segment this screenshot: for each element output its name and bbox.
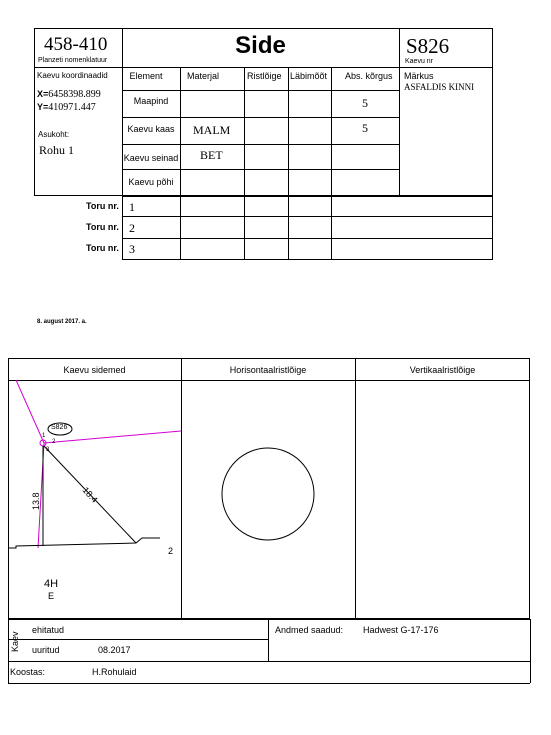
sketch-distance-diagonal: 18.4 bbox=[80, 485, 100, 505]
footer-andmed-label: Andmed saadud: bbox=[275, 625, 344, 635]
pipe-num-2: 2 bbox=[129, 221, 135, 235]
sketch-building-label: 4H bbox=[44, 578, 59, 590]
location-value: Rohu 1 bbox=[39, 143, 75, 157]
footer-koostas-label: Koostas: bbox=[10, 667, 46, 677]
coords-label: Kaevu koordinaadid bbox=[37, 71, 108, 80]
pipe-label-1: Toru nr. bbox=[86, 201, 119, 211]
col-header-cross-section: Ristlõige bbox=[247, 71, 282, 81]
row-abs-cover: 5 bbox=[362, 121, 368, 135]
footer-uuritud-label: uuritud bbox=[32, 645, 60, 655]
planzet-label: Planzeti nomenklatuur bbox=[38, 57, 108, 64]
sketch-node-2: 2 bbox=[52, 439, 56, 445]
divider bbox=[268, 619, 269, 661]
footer-kaev-label: Kaev bbox=[10, 631, 20, 652]
panel-title-vertical: Vertikaalristlõige bbox=[409, 365, 476, 375]
divider bbox=[530, 619, 531, 683]
sketch-building-sub: E bbox=[48, 591, 55, 601]
sketch-node-right: 2 bbox=[168, 546, 174, 556]
planzet-number: 458-410 bbox=[44, 34, 108, 55]
divider bbox=[8, 683, 530, 684]
panel-title-connections: Kaevu sidemed bbox=[63, 365, 126, 375]
page-title: Side bbox=[235, 32, 286, 59]
footer-ehitatud-label: ehitatud bbox=[32, 625, 65, 635]
document-date: 8. august 2017. a. bbox=[37, 319, 87, 325]
row-material-walls: BET bbox=[200, 148, 223, 162]
row-abs-ground: 5 bbox=[362, 96, 368, 110]
sketch-node-1: 1 bbox=[42, 433, 46, 439]
pipe-label-2: Toru nr. bbox=[86, 222, 119, 232]
col-header-element: Element bbox=[129, 71, 163, 81]
pipe-num-1: 1 bbox=[129, 200, 135, 214]
sketch-well-label: S826 bbox=[51, 424, 68, 431]
divider bbox=[8, 661, 530, 662]
footer-koostas-value: H.Rohulaid bbox=[92, 667, 137, 677]
coord-y-value: 410971.447 bbox=[48, 102, 96, 113]
col-header-diameter: Läbimõõt bbox=[290, 71, 328, 81]
footer-uuritud-value: 08.2017 bbox=[98, 645, 131, 655]
panel-title-horizontal: Horisontaalristlõige bbox=[229, 365, 307, 375]
pipe-line-magenta-up bbox=[16, 380, 44, 443]
coord-x-label: X= bbox=[37, 89, 49, 99]
divider bbox=[8, 619, 530, 620]
col-header-material: Materjal bbox=[187, 71, 220, 81]
building-outline bbox=[8, 538, 160, 548]
row-label-cover: Kaevu kaas bbox=[127, 124, 175, 134]
coord-x-value: 6458398.899 bbox=[48, 89, 101, 100]
location-label: Asukoht: bbox=[38, 130, 70, 139]
row-label-walls: Kaevu seinad bbox=[123, 153, 179, 163]
well-number: S826 bbox=[406, 34, 450, 58]
pipe-label-3: Toru nr. bbox=[86, 243, 119, 253]
well-label: Kaevu nr bbox=[405, 58, 434, 65]
pipe-num-3: 3 bbox=[129, 242, 135, 256]
col-header-abs-height: Abs. kõrgus bbox=[345, 71, 393, 81]
footer-andmed-value: Hadwest G-17-176 bbox=[363, 625, 439, 635]
row-label-ground: Maapind bbox=[133, 96, 169, 106]
coord-y-label: Y= bbox=[37, 102, 49, 112]
divider bbox=[8, 639, 268, 640]
divider bbox=[8, 619, 9, 683]
row-material-cover: MALM bbox=[193, 123, 231, 137]
notes-value: ASFALDIS KINNI bbox=[404, 82, 475, 92]
row-label-bottom: Kaevu põhi bbox=[128, 177, 174, 187]
sketch-distance-vertical: 13.8 bbox=[31, 492, 41, 510]
horizontal-section-circle bbox=[222, 448, 314, 540]
pipe-line-magenta-right bbox=[44, 431, 181, 443]
sketch-node-3: 3 bbox=[46, 447, 50, 453]
notes-label: Märkus bbox=[404, 71, 434, 81]
